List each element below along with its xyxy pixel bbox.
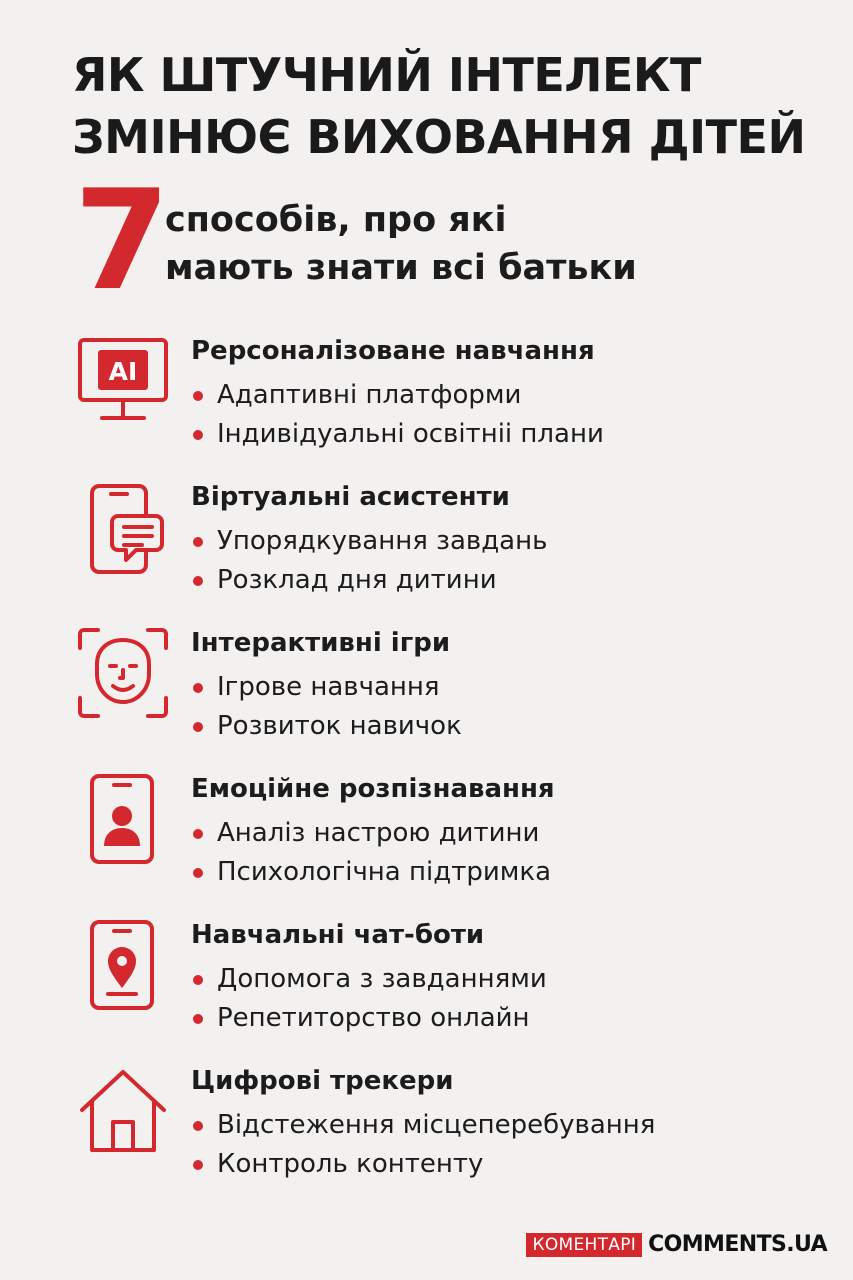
- bullet-item: [191, 668, 462, 707]
- list-item-interactive-games: [0, 626, 853, 766]
- title-line-2: ЗМІНЮЄ ВИХОВАННЯ ДІТЕЙ: [72, 110, 806, 164]
- item-bullets: [191, 376, 604, 454]
- bullet-text: Репетиторство онлайн: [217, 1003, 530, 1033]
- bullet-dot-icon: [193, 683, 203, 693]
- item-bullets: [191, 522, 547, 600]
- bullet-dot-icon: [193, 391, 203, 401]
- item-bullets: [191, 1106, 655, 1184]
- item-heading: Навчальні чат-боти: [191, 920, 485, 950]
- phone-location-icon: [76, 918, 170, 1012]
- item-heading: Інтерактивні ігри: [191, 628, 451, 658]
- bullet-text: Допомога з завданнями: [217, 964, 547, 994]
- item-heading: Емоційне розпізнавання: [191, 774, 555, 804]
- bullet-item: [191, 814, 551, 853]
- bullet-item: [191, 999, 547, 1038]
- face-scan-icon: [76, 626, 170, 720]
- subtitle: [165, 196, 637, 292]
- svg-text:AI: AI: [108, 357, 138, 386]
- bullet-item: [191, 1145, 655, 1184]
- bullet-dot-icon: [193, 868, 203, 878]
- bullet-dot-icon: [193, 975, 203, 985]
- bullet-text: Контроль контенту: [217, 1149, 484, 1179]
- bullet-item: [191, 960, 547, 999]
- bullet-dot-icon: [193, 1014, 203, 1024]
- footer-tag: КОМЕНТАРІ: [526, 1233, 642, 1257]
- item-heading: Віртуальні асистенти: [191, 482, 510, 512]
- ai-monitor-icon: [76, 334, 170, 428]
- phone-chat-icon: [76, 480, 170, 574]
- footer-logo[interactable]: [526, 1232, 827, 1258]
- bullet-dot-icon: [193, 722, 203, 732]
- bullet-text: Розвиток навичок: [217, 711, 462, 741]
- bullet-item: [191, 415, 604, 454]
- item-heading: Рерсоналізоване навчання: [191, 336, 595, 366]
- subtitle-line-2: мають знати всі батьки: [165, 248, 637, 288]
- list-item-personalized-learning: [0, 334, 853, 474]
- bullet-text: Ігрове навчання: [217, 672, 440, 702]
- item-bullets: [191, 668, 462, 746]
- item-heading: Цифрові трекери: [191, 1066, 454, 1096]
- bullet-text: Упорядкування завдань: [217, 526, 548, 556]
- bullet-dot-icon: [193, 1160, 203, 1170]
- count-number: 7: [74, 160, 167, 321]
- list-item-learning-chatbots: [0, 918, 853, 1058]
- phone-user-icon: [76, 772, 170, 866]
- bullet-item: [191, 1106, 655, 1145]
- bullet-item: [191, 376, 604, 415]
- list-item-emotion-recognition: [0, 772, 853, 912]
- item-bullets: [191, 960, 547, 1038]
- subtitle-line-1: способів, про які: [165, 200, 507, 240]
- bullet-dot-icon: [193, 829, 203, 839]
- bullet-dot-icon: [193, 537, 203, 547]
- bullet-item: [191, 522, 547, 561]
- page-title: [72, 44, 832, 168]
- item-bullets: [191, 814, 551, 892]
- bullet-dot-icon: [193, 1121, 203, 1131]
- footer-brand: COMMENTS.UA: [648, 1232, 827, 1257]
- bullet-text: Аналіз настрою дитини: [217, 818, 540, 848]
- title-line-1: ЯК ШТУЧНИЙ ІНТЕЛЕКТ: [72, 48, 701, 102]
- bullet-item: [191, 853, 551, 892]
- bullet-text: Відстеження місцеперебування: [217, 1110, 656, 1140]
- bullet-text: Розклад дня дитини: [217, 565, 497, 595]
- bullet-item: [191, 707, 462, 746]
- bullet-text: Психологічна підтримка: [217, 857, 552, 887]
- bullet-text: Індивідуальні освітніі плани: [217, 419, 604, 449]
- list-item-virtual-assistants: [0, 480, 853, 620]
- bullet-text: Адаптивні платформи: [217, 380, 522, 410]
- bullet-item: [191, 561, 547, 600]
- bullet-dot-icon: [193, 430, 203, 440]
- bullet-dot-icon: [193, 576, 203, 586]
- list-item-digital-trackers: [0, 1064, 853, 1204]
- house-icon: [76, 1064, 170, 1158]
